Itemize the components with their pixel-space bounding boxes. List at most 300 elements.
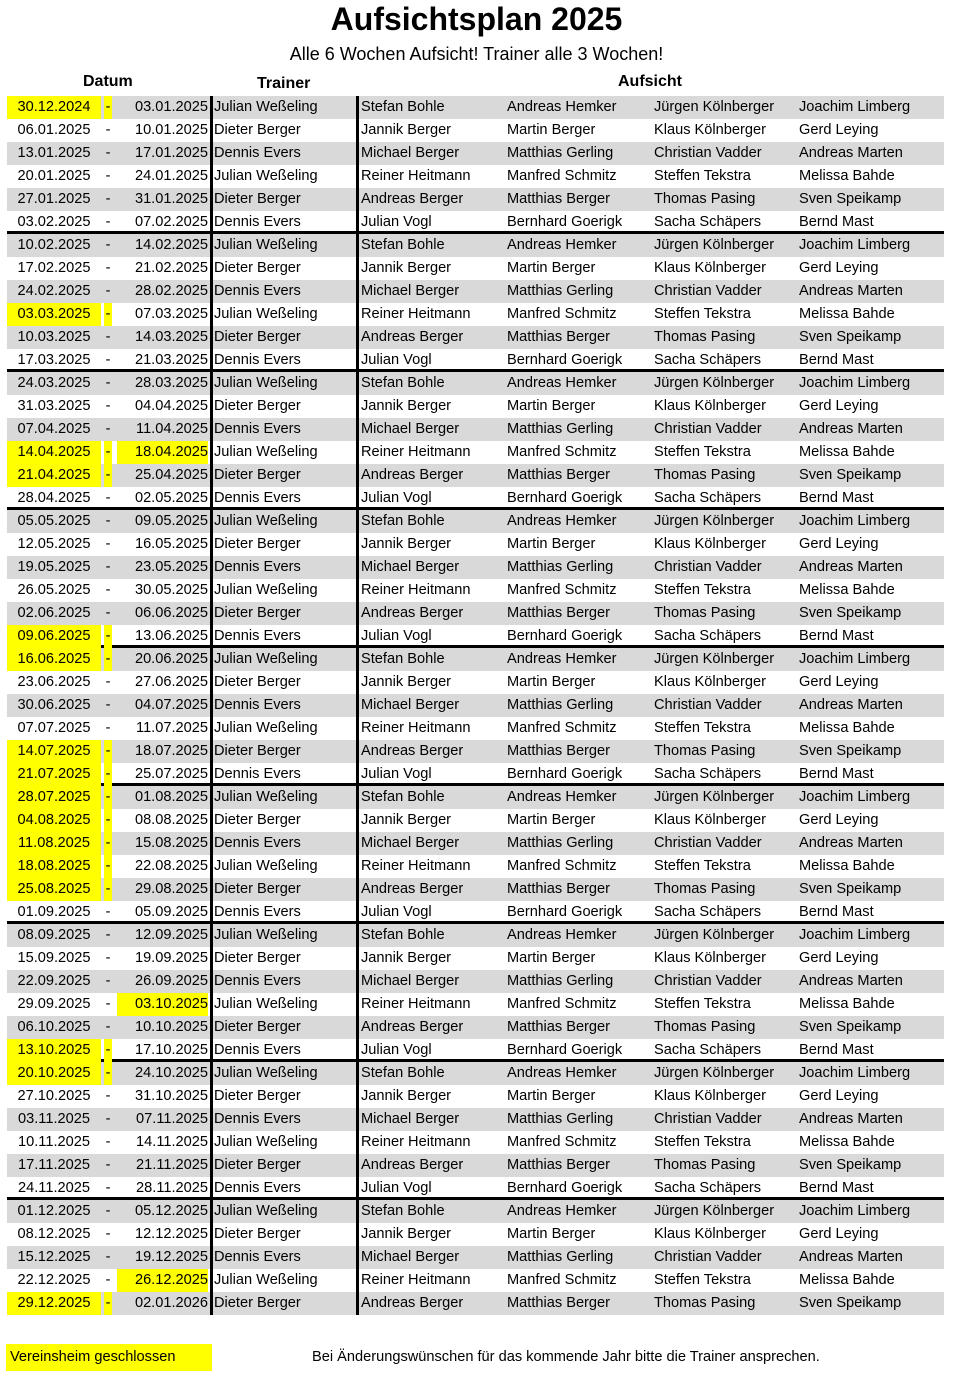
- date-to: 16.05.2025: [134, 536, 208, 552]
- date-separator: -: [105, 996, 111, 1012]
- supervisor-name: Andreas Hemker: [507, 651, 617, 667]
- supervisor-name: Andreas Berger: [361, 743, 464, 759]
- supervisor-name: Jürgen Kölnberger: [654, 789, 775, 805]
- date-separator: -: [104, 878, 112, 901]
- date-to: 31.01.2025: [134, 191, 208, 207]
- schedule-table: [7, 96, 944, 1315]
- supervisor-name: Jannik Berger: [361, 1226, 452, 1242]
- date-from: 30.12.2024: [7, 96, 101, 119]
- supervisor-name: Matthias Berger: [507, 329, 611, 345]
- date-from: 05.05.2025: [17, 513, 91, 529]
- date-separator: -: [105, 191, 111, 207]
- supervisor-name: Michael Berger: [361, 559, 460, 575]
- supervisor-name: Michael Berger: [361, 145, 460, 161]
- supervisor-name: Andreas Marten: [799, 283, 903, 299]
- supervisor-name: Gerd Leying: [799, 398, 879, 414]
- date-separator: -: [104, 763, 112, 786]
- date-to: 28.02.2025: [134, 283, 208, 299]
- supervisor-name: Matthias Berger: [507, 743, 611, 759]
- date-separator: -: [105, 421, 111, 437]
- date-separator: -: [104, 464, 112, 487]
- supervisor-name: Matthias Gerling: [507, 835, 614, 851]
- trainer-name: Julian Weßeling: [214, 1134, 318, 1150]
- supervisor-name: Michael Berger: [361, 421, 460, 437]
- supervisor-name: Sacha Schäpers: [654, 214, 762, 230]
- date-to: 21.11.2025: [136, 1157, 208, 1173]
- supervisor-name: Jürgen Kölnberger: [654, 237, 775, 253]
- table-row: [7, 809, 944, 832]
- table-row: [7, 1223, 944, 1246]
- trainer-name: Dennis Evers: [214, 490, 301, 506]
- table-row: [7, 1292, 944, 1315]
- date-from: 31.03.2025: [17, 398, 91, 414]
- date-separator: -: [104, 740, 112, 763]
- supervisor-name: Matthias Berger: [507, 1157, 611, 1173]
- date-to: 26.09.2025: [134, 973, 208, 989]
- date-from: 17.02.2025: [17, 260, 91, 276]
- supervisor-name: Jürgen Kölnberger: [654, 651, 775, 667]
- date-separator: -: [104, 441, 112, 464]
- date-to: 28.03.2025: [134, 375, 208, 391]
- date-to: 18.07.2025: [134, 743, 208, 759]
- supervisor-name: Julian Vogl: [361, 1042, 432, 1058]
- supervisor-name: Jürgen Kölnberger: [654, 513, 775, 529]
- supervisor-name: Matthias Gerling: [507, 697, 614, 713]
- supervisor-name: Martin Berger: [507, 1226, 596, 1242]
- supervisor-name: Klaus Kölnberger: [654, 398, 766, 414]
- table-row: [7, 602, 944, 625]
- supervisor-name: Michael Berger: [361, 835, 460, 851]
- table-row: [7, 1154, 944, 1177]
- date-from: 12.05.2025: [17, 536, 91, 552]
- trainer-name: Dieter Berger: [214, 1226, 301, 1242]
- supervisor-name: Andreas Hemker: [507, 1065, 617, 1081]
- trainer-name: Dennis Evers: [214, 1249, 301, 1265]
- supervisor-name: Reiner Heitmann: [361, 720, 471, 736]
- supervisor-name: Christian Vadder: [654, 835, 762, 851]
- supervisor-name: Julian Vogl: [361, 904, 432, 920]
- trainer-name: Dieter Berger: [214, 536, 301, 552]
- supervisor-name: Stefan Bohle: [361, 513, 445, 529]
- supervisor-name: Gerd Leying: [799, 1226, 879, 1242]
- date-from: 29.09.2025: [17, 996, 91, 1012]
- supervisor-name: Reiner Heitmann: [361, 168, 471, 184]
- date-to: 25.07.2025: [134, 766, 208, 782]
- table-row: [7, 234, 944, 257]
- date-to: 13.06.2025: [134, 628, 208, 644]
- supervisor-name: Martin Berger: [507, 950, 596, 966]
- date-from: 27.10.2025: [17, 1088, 91, 1104]
- date-to: 15.08.2025: [134, 835, 208, 851]
- date-separator: -: [104, 832, 112, 855]
- supervisor-name: Bernhard Goerigk: [507, 766, 623, 782]
- date-to: 17.10.2025: [134, 1042, 208, 1058]
- supervisor-name: Bernd Mast: [799, 490, 874, 506]
- supervisor-name: Steffen Tekstra: [654, 1272, 751, 1288]
- supervisor-name: Andreas Berger: [361, 1295, 464, 1311]
- supervisor-name: Sven Speikamp: [799, 1019, 902, 1035]
- date-from: 24.03.2025: [17, 375, 91, 391]
- date-from: 09.06.2025: [7, 625, 101, 648]
- supervisor-name: Joachim Limberg: [799, 237, 911, 253]
- table-row: [7, 993, 944, 1016]
- supervisor-name: Sacha Schäpers: [654, 352, 762, 368]
- supervisor-name: Thomas Pasing: [654, 605, 756, 621]
- table-row: [7, 1246, 944, 1269]
- table-row: [7, 280, 944, 303]
- supervisor-name: Sacha Schäpers: [654, 1180, 762, 1196]
- trainer-name: Dieter Berger: [214, 743, 301, 759]
- supervisor-name: Sacha Schäpers: [654, 1042, 762, 1058]
- table-row: [7, 1131, 944, 1154]
- supervisor-name: Matthias Gerling: [507, 145, 614, 161]
- supervisor-name: Michael Berger: [361, 697, 460, 713]
- supervisor-name: Joachim Limberg: [799, 99, 911, 115]
- footer-note: Bei Änderungswünschen für das kommende Jahr bitte die Trainer ansprechen.: [312, 1349, 820, 1365]
- trainer-name: Julian Weßeling: [214, 651, 318, 667]
- date-separator: -: [104, 648, 112, 671]
- supervisor-name: Andreas Berger: [361, 605, 464, 621]
- supervisor-name: Bernhard Goerigk: [507, 628, 623, 644]
- supervisor-name: Sacha Schäpers: [654, 904, 762, 920]
- table-row: [7, 1177, 944, 1200]
- date-from: 22.09.2025: [17, 973, 91, 989]
- date-to: 09.05.2025: [134, 513, 208, 529]
- supervisor-name: Joachim Limberg: [799, 927, 911, 943]
- date-from: 21.04.2025: [7, 464, 101, 487]
- supervisor-name: Gerd Leying: [799, 1088, 879, 1104]
- supervisor-name: Jürgen Kölnberger: [654, 1203, 775, 1219]
- date-to: 23.05.2025: [134, 559, 208, 575]
- supervisor-name: Christian Vadder: [654, 283, 762, 299]
- date-separator: -: [105, 1180, 111, 1196]
- date-separator: -: [105, 352, 111, 368]
- column-divider-trainer: [210, 96, 213, 1315]
- date-from: 08.09.2025: [17, 927, 91, 943]
- date-from: 30.06.2025: [17, 697, 91, 713]
- table-row: [7, 832, 944, 855]
- date-from: 14.04.2025: [7, 441, 101, 464]
- supervisor-name: Klaus Kölnberger: [654, 536, 766, 552]
- supervisor-name: Michael Berger: [361, 1249, 460, 1265]
- date-separator: -: [104, 1292, 112, 1315]
- date-to: 07.03.2025: [134, 306, 208, 322]
- supervisor-name: Sven Speikamp: [799, 1157, 902, 1173]
- date-to: 08.08.2025: [134, 812, 208, 828]
- supervisor-name: Michael Berger: [361, 1111, 460, 1127]
- table-row: [7, 418, 944, 441]
- trainer-name: Julian Weßeling: [214, 444, 318, 460]
- date-separator: -: [104, 1062, 112, 1085]
- supervisor-name: Joachim Limberg: [799, 651, 911, 667]
- date-to: 25.04.2025: [134, 467, 208, 483]
- supervisor-name: Steffen Tekstra: [654, 720, 751, 736]
- supervisor-name: Jannik Berger: [361, 950, 452, 966]
- supervisor-name: Martin Berger: [507, 122, 596, 138]
- date-to: 17.01.2025: [134, 145, 208, 161]
- column-divider-aufsicht: [356, 96, 359, 1315]
- supervisor-name: Klaus Kölnberger: [654, 122, 766, 138]
- supervisor-name: Klaus Kölnberger: [654, 260, 766, 276]
- date-to: 24.01.2025: [134, 168, 208, 184]
- date-from: 20.01.2025: [17, 168, 91, 184]
- trainer-name: Dieter Berger: [214, 260, 301, 276]
- supervisor-name: Klaus Kölnberger: [654, 674, 766, 690]
- trainer-name: Dennis Evers: [214, 559, 301, 575]
- trainer-name: Dennis Evers: [214, 904, 301, 920]
- date-from: 24.02.2025: [17, 283, 91, 299]
- supervisor-name: Manfred Schmitz: [507, 996, 617, 1012]
- table-row: [7, 372, 944, 395]
- supervisor-name: Stefan Bohle: [361, 1203, 445, 1219]
- supervisor-name: Julian Vogl: [361, 352, 432, 368]
- date-from: 07.04.2025: [17, 421, 91, 437]
- supervisor-name: Manfred Schmitz: [507, 582, 617, 598]
- supervisor-name: Matthias Berger: [507, 191, 611, 207]
- trainer-name: Dieter Berger: [214, 1295, 301, 1311]
- supervisor-name: Gerd Leying: [799, 950, 879, 966]
- supervisor-name: Martin Berger: [507, 1088, 596, 1104]
- trainer-name: Julian Weßeling: [214, 858, 318, 874]
- date-to: 03.01.2025: [134, 99, 208, 115]
- date-separator: -: [105, 1203, 111, 1219]
- date-separator: -: [105, 1111, 111, 1127]
- supervisor-name: Martin Berger: [507, 260, 596, 276]
- date-from: 22.12.2025: [17, 1272, 91, 1288]
- supervisor-name: Christian Vadder: [654, 1249, 762, 1265]
- table-row: [7, 395, 944, 418]
- supervisor-name: Bernd Mast: [799, 628, 874, 644]
- table-row: [7, 786, 944, 809]
- supervisor-name: Matthias Gerling: [507, 421, 614, 437]
- date-from: 10.03.2025: [17, 329, 91, 345]
- supervisor-name: Steffen Tekstra: [654, 582, 751, 598]
- date-from: 01.09.2025: [17, 904, 91, 920]
- supervisor-name: Manfred Schmitz: [507, 858, 617, 874]
- trainer-name: Julian Weßeling: [214, 99, 318, 115]
- table-row: [7, 878, 944, 901]
- table-row: [7, 303, 944, 326]
- date-from: 26.05.2025: [17, 582, 91, 598]
- supervisor-name: Klaus Kölnberger: [654, 812, 766, 828]
- trainer-name: Julian Weßeling: [214, 1272, 318, 1288]
- date-separator: -: [105, 237, 111, 253]
- supervisor-name: Bernhard Goerigk: [507, 1042, 623, 1058]
- date-separator: -: [105, 904, 111, 920]
- trainer-name: Dieter Berger: [214, 674, 301, 690]
- date-to: 12.09.2025: [134, 927, 208, 943]
- date-to: 28.11.2025: [136, 1180, 208, 1196]
- date-separator: -: [105, 1134, 111, 1150]
- date-from: 13.10.2025: [7, 1039, 101, 1062]
- table-row: [7, 165, 944, 188]
- table-row: [7, 533, 944, 556]
- supervisor-name: Christian Vadder: [654, 145, 762, 161]
- date-to: 29.08.2025: [134, 881, 208, 897]
- supervisor-name: Reiner Heitmann: [361, 1134, 471, 1150]
- supervisor-name: Andreas Hemker: [507, 237, 617, 253]
- supervisor-name: Joachim Limberg: [799, 1203, 911, 1219]
- date-separator: -: [105, 398, 111, 414]
- supervisor-name: Thomas Pasing: [654, 881, 756, 897]
- supervisor-name: Reiner Heitmann: [361, 996, 471, 1012]
- date-from: 14.07.2025: [7, 740, 101, 763]
- supervisor-name: Sacha Schäpers: [654, 766, 762, 782]
- supervisor-name: Melissa Bahde: [799, 1272, 895, 1288]
- supervisor-name: Jannik Berger: [361, 398, 452, 414]
- supervisor-name: Thomas Pasing: [654, 1019, 756, 1035]
- date-to: 19.09.2025: [134, 950, 208, 966]
- table-row: [7, 349, 944, 372]
- supervisor-name: Joachim Limberg: [799, 1065, 911, 1081]
- header-aufsicht: Aufsicht: [618, 73, 682, 90]
- supervisor-name: Martin Berger: [507, 536, 596, 552]
- trainer-name: Dieter Berger: [214, 1088, 301, 1104]
- date-to: 04.07.2025: [134, 697, 208, 713]
- supervisor-name: Julian Vogl: [361, 490, 432, 506]
- table-row: [7, 717, 944, 740]
- supervisor-name: Christian Vadder: [654, 559, 762, 575]
- supervisor-name: Bernd Mast: [799, 1180, 874, 1196]
- supervisor-name: Andreas Marten: [799, 421, 903, 437]
- date-from: 16.06.2025: [7, 648, 101, 671]
- date-separator: -: [105, 536, 111, 552]
- supervisor-name: Melissa Bahde: [799, 996, 895, 1012]
- trainer-name: Dieter Berger: [214, 881, 301, 897]
- supervisor-name: Andreas Hemker: [507, 99, 617, 115]
- supervisor-name: Reiner Heitmann: [361, 858, 471, 874]
- trainer-name: Dieter Berger: [214, 122, 301, 138]
- date-from: 27.01.2025: [17, 191, 91, 207]
- date-to: 05.09.2025: [134, 904, 208, 920]
- supervisor-name: Jannik Berger: [361, 1088, 452, 1104]
- header-trainer: Trainer: [257, 75, 311, 92]
- supervisor-name: Steffen Tekstra: [654, 858, 751, 874]
- date-separator: -: [104, 1039, 112, 1062]
- date-separator: -: [105, 950, 111, 966]
- trainer-name: Dieter Berger: [214, 398, 301, 414]
- supervisor-name: Matthias Berger: [507, 605, 611, 621]
- trainer-name: Julian Weßeling: [214, 513, 318, 529]
- supervisor-name: Matthias Gerling: [507, 973, 614, 989]
- supervisor-name: Manfred Schmitz: [507, 1272, 617, 1288]
- date-from: 29.12.2025: [7, 1292, 101, 1315]
- table-row: [7, 142, 944, 165]
- supervisor-name: Gerd Leying: [799, 674, 879, 690]
- trainer-name: Julian Weßeling: [214, 306, 318, 322]
- supervisor-name: Andreas Hemker: [507, 1203, 617, 1219]
- trainer-name: Julian Weßeling: [214, 1065, 318, 1081]
- table-row: [7, 464, 944, 487]
- supervisor-name: Stefan Bohle: [361, 651, 445, 667]
- date-from: 06.01.2025: [17, 122, 91, 138]
- date-separator: -: [105, 605, 111, 621]
- trainer-name: Julian Weßeling: [214, 375, 318, 391]
- date-separator: -: [105, 1088, 111, 1104]
- date-from: 08.12.2025: [17, 1226, 91, 1242]
- table-row: [7, 96, 944, 119]
- supervisor-name: Andreas Marten: [799, 835, 903, 851]
- date-to: 21.03.2025: [134, 352, 208, 368]
- supervisor-name: Thomas Pasing: [654, 1295, 756, 1311]
- supervisor-name: Thomas Pasing: [654, 329, 756, 345]
- trainer-name: Dieter Berger: [214, 191, 301, 207]
- supervisor-name: Martin Berger: [507, 674, 596, 690]
- supervisor-name: Bernhard Goerigk: [507, 490, 623, 506]
- supervisor-name: Bernd Mast: [799, 766, 874, 782]
- supervisor-name: Martin Berger: [507, 812, 596, 828]
- supervisor-name: Bernd Mast: [799, 904, 874, 920]
- date-separator: -: [105, 973, 111, 989]
- table-row: [7, 855, 944, 878]
- supervisor-name: Jürgen Kölnberger: [654, 375, 775, 391]
- supervisor-name: Matthias Gerling: [507, 283, 614, 299]
- supervisor-name: Stefan Bohle: [361, 789, 445, 805]
- supervisor-name: Thomas Pasing: [654, 1157, 756, 1173]
- table-row: [7, 119, 944, 142]
- date-separator: -: [104, 625, 112, 648]
- trainer-name: Dennis Evers: [214, 1042, 301, 1058]
- supervisor-name: Gerd Leying: [799, 812, 879, 828]
- trainer-name: Dennis Evers: [214, 352, 301, 368]
- supervisor-name: Andreas Marten: [799, 697, 903, 713]
- supervisor-name: Jannik Berger: [361, 536, 452, 552]
- date-separator: -: [105, 720, 111, 736]
- table-row: [7, 326, 944, 349]
- table-row: [7, 648, 944, 671]
- date-separator: -: [105, 122, 111, 138]
- date-to: 14.03.2025: [134, 329, 208, 345]
- trainer-name: Julian Weßeling: [214, 720, 318, 736]
- date-separator: -: [105, 168, 111, 184]
- trainer-name: Dieter Berger: [214, 1157, 301, 1173]
- supervisor-name: Sacha Schäpers: [654, 490, 762, 506]
- date-separator: -: [105, 375, 111, 391]
- trainer-name: Julian Weßeling: [214, 996, 318, 1012]
- date-to: 02.05.2025: [134, 490, 208, 506]
- table-row: [7, 1016, 944, 1039]
- supervisor-name: Matthias Berger: [507, 1295, 611, 1311]
- supervisor-name: Matthias Berger: [507, 467, 611, 483]
- supervisor-name: Joachim Limberg: [799, 513, 911, 529]
- date-separator: -: [105, 927, 111, 943]
- supervisor-name: Manfred Schmitz: [507, 1134, 617, 1150]
- table-row: [7, 671, 944, 694]
- table-row: [7, 211, 944, 234]
- table-row: [7, 441, 944, 464]
- date-from: 03.02.2025: [17, 214, 91, 230]
- supervisor-name: Martin Berger: [507, 398, 596, 414]
- supervisor-name: Manfred Schmitz: [507, 168, 617, 184]
- supervisor-name: Jannik Berger: [361, 674, 452, 690]
- supervisor-name: Jürgen Kölnberger: [654, 99, 775, 115]
- trainer-name: Dennis Evers: [214, 145, 301, 161]
- supervisor-name: Melissa Bahde: [799, 168, 895, 184]
- supervisor-name: Andreas Marten: [799, 145, 903, 161]
- date-to: 01.08.2025: [134, 789, 208, 805]
- trainer-name: Julian Weßeling: [214, 237, 318, 253]
- trainer-name: Dieter Berger: [214, 812, 301, 828]
- supervisor-name: Matthias Gerling: [507, 559, 614, 575]
- supervisor-name: Joachim Limberg: [799, 789, 911, 805]
- trainer-name: Dennis Evers: [214, 1180, 301, 1196]
- table-row: [7, 924, 944, 947]
- date-from: 03.11.2025: [18, 1111, 90, 1127]
- supervisor-name: Sven Speikamp: [799, 743, 902, 759]
- trainer-name: Dennis Evers: [214, 421, 301, 437]
- supervisor-name: Manfred Schmitz: [507, 720, 617, 736]
- page-subtitle: Alle 6 Wochen Aufsicht! Trainer alle 3 Wochen!: [289, 44, 664, 64]
